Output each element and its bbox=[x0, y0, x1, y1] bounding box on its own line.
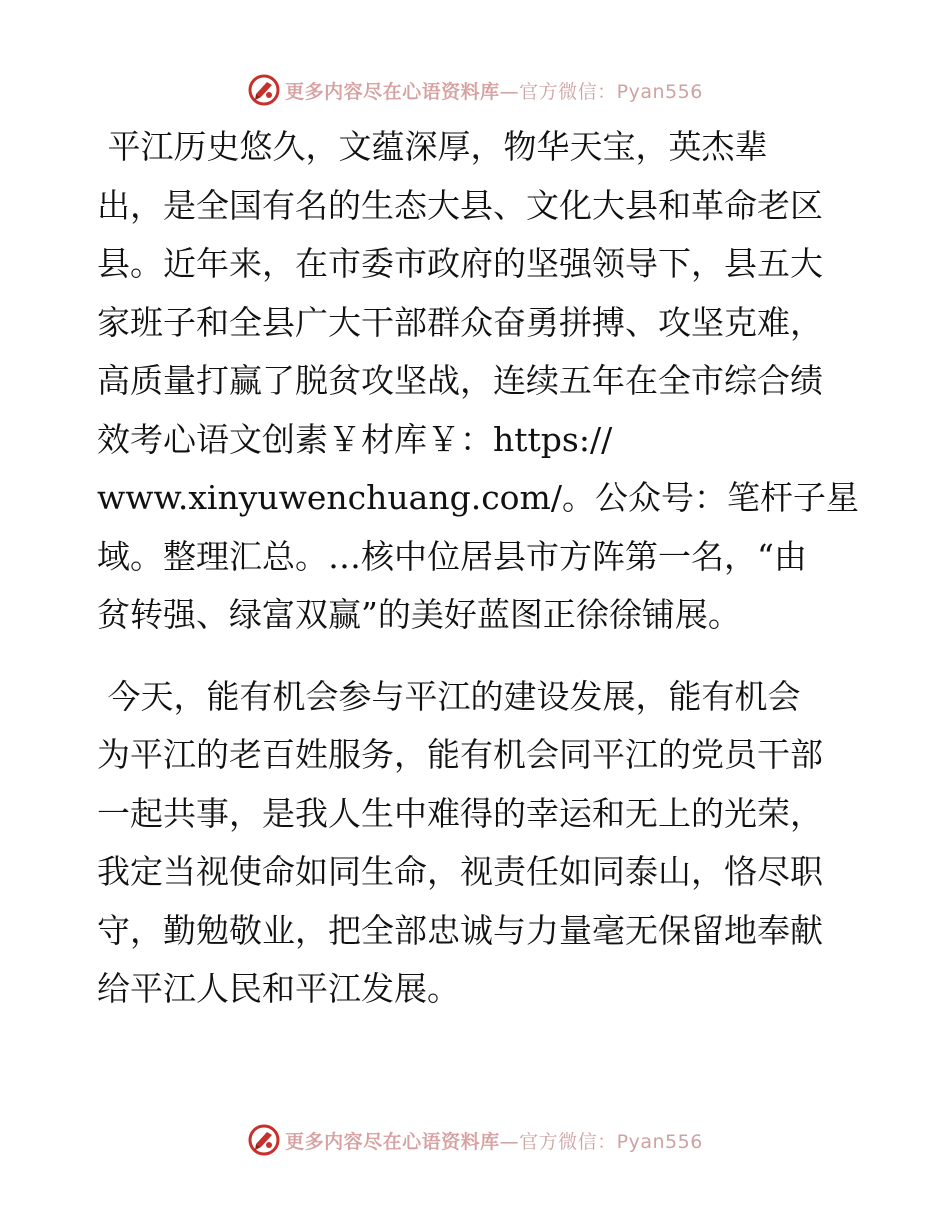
text-line: 贫转强、绿富双赢”的美好蓝图正徐徐铺展。 bbox=[97, 595, 741, 634]
text-line: 高质量打赢了脱贫攻坚战，连续五年在全市综合绩 bbox=[97, 361, 823, 400]
text-line: 域。整理汇总。…核中位居县市方阵第一名，“由 bbox=[97, 536, 807, 576]
text-line: 效考心语文创素￥材库￥：https:// bbox=[97, 419, 613, 459]
footer-banner-main: 更多内容尽在心语资料库 bbox=[285, 1130, 500, 1153]
header-banner-wechat: 官方微信：Pyan556 bbox=[519, 80, 703, 103]
footer-banner-wechat: 官方微信：Pyan556 bbox=[519, 1130, 703, 1153]
text-line: 今天，能有机会参与平江的建设发展，能有机会 bbox=[97, 676, 801, 716]
header-banner-main: 更多内容尽在心语资料库 bbox=[285, 80, 500, 103]
text-line: 我定当视使命如同生命，视责任如同泰山，恪尽职 bbox=[97, 852, 823, 891]
xinyu-logo-icon bbox=[247, 73, 281, 107]
text-line: 给平江人民和平江发展。 bbox=[97, 969, 460, 1008]
text-line: 守，勤勉敬业，把全部忠诚与力量毫无保留地奉献 bbox=[97, 910, 823, 950]
text-line: 为平江的老百姓服务，能有机会同平江的党员干部 bbox=[97, 735, 823, 774]
document-body bbox=[97, 118, 857, 1019]
footer-banner bbox=[0, 1120, 950, 1160]
text-line: 出，是全国有名的生态大县、文化大县和革命老区 bbox=[97, 185, 823, 225]
header-banner bbox=[0, 70, 950, 110]
text-line: 县。近年来，在市委市政府的坚强领导下，县五大 bbox=[97, 244, 823, 283]
xinyu-logo-icon bbox=[247, 1123, 281, 1157]
footer-banner-text bbox=[285, 1127, 703, 1154]
text-line: 家班子和全县广大干部群众奋勇拼搏、攻坚克难， bbox=[97, 302, 823, 342]
paragraph-1 bbox=[97, 118, 857, 645]
header-banner-text bbox=[285, 77, 703, 104]
text-line: 一起共事，是我人生中难得的幸运和无上的光荣， bbox=[97, 793, 823, 833]
text-line: 平江历史悠久，文蕴深厚，物华天宝，英杰辈 bbox=[97, 127, 768, 166]
header-banner-separator: — bbox=[499, 80, 520, 103]
paragraph-2 bbox=[97, 668, 857, 1019]
paragraph-gap bbox=[97, 645, 857, 668]
footer-banner-separator: — bbox=[499, 1130, 520, 1153]
text-line: www.xinyuwenchuang.com/。公众号：笔杆子星 bbox=[97, 478, 859, 517]
